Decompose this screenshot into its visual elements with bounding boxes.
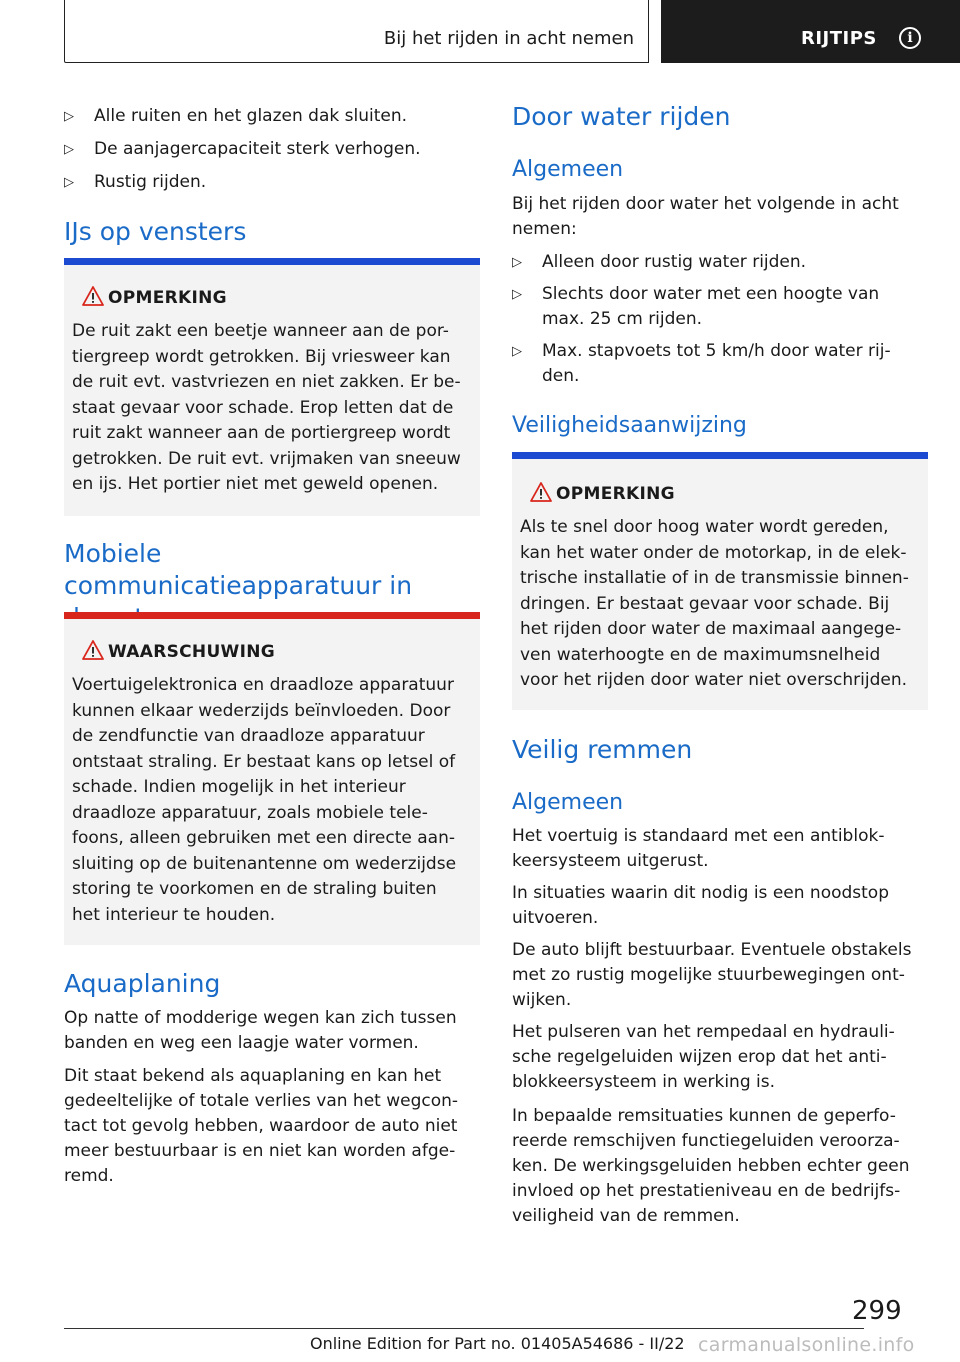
paragraph: Het voertuig is standaard met een antiblok- keersysteem uitgerust. — [512, 826, 885, 871]
notice-label: OPMERKING — [108, 288, 227, 308]
list-item: ▷ Rustig rijden. — [64, 170, 480, 195]
notice-box — [64, 258, 480, 516]
paragraph: Dit staat bekend als aquaplaning en kan het gedeeltelijke of totale verlies van het wegcon- tact tot gevolg hebben, waardoor de auto niet meer bestuurbaar is en niet kan worden afge- remd. — [64, 1066, 459, 1186]
warning-label: WAARSCHUWING — [108, 642, 276, 662]
chapter-tab — [64, 0, 649, 63]
list-item: ▷ Max. stapvoets tot 5 km/h door water rij- den. — [512, 341, 891, 386]
notice-box — [512, 452, 928, 710]
paragraph: Op natte of modderige wegen kan zich tussen banden en weg een laagje water vormen. — [64, 1008, 457, 1053]
section-title: RIJTIPS — [801, 28, 877, 49]
list-item: ▷ Alleen door rustig water rijden. — [512, 250, 928, 275]
bullet-triangle-icon: ▷ — [512, 255, 522, 270]
subsection-heading: Algemeen — [512, 157, 624, 182]
paragraph: In bepaalde remsituaties kunnen de geperfo- reerde remschijven functiegeluiden veroorza- ken. De werkingsgeluiden hebben echter geen invloed op het prestatieniveau en de bedrijfs- veiligheid van de remmen. — [512, 1106, 910, 1226]
subsection-heading: Algemeen — [512, 790, 624, 815]
section-tab — [661, 0, 960, 63]
paragraph: Bij het rijden door water het volgende in acht nemen: — [512, 194, 899, 239]
warning-box — [64, 612, 480, 945]
list-item: ▷ Slechts door water met een hoogte van max. 25 cm rijden. — [512, 284, 880, 329]
bullet-triangle-icon: ▷ — [512, 344, 522, 359]
watermark: carmanualsonline.info — [698, 1334, 915, 1356]
bullet-triangle-icon: ▷ — [64, 142, 74, 157]
section-heading: Veilig remmen — [512, 735, 693, 764]
page-header — [0, 0, 960, 66]
notice-text: De ruit zakt een beetje wanneer aan de por- tiergreep wordt getrokken. Bij vriesweer kan de ruit evt. vastvriezen en niet zakken. Er be- staat gevaar voor schade. Erop letten dat de ruit zakt wanneer aan de portiergreep wordt getrokken. De ruit evt. vrijmaken van sneeuw en ijs. Het portier niet met geweld openen. — [72, 321, 461, 494]
paragraph: Het pulseren van het rempedaal en hydrauli- sche regelgeluiden wijzen erop dat het anti- blokkeersysteem in werking is. — [512, 1022, 895, 1092]
footer-edition: Online Edition for Part no. 01405A54686 - II/22 — [310, 1334, 685, 1353]
paragraph: De auto blijft bestuurbaar. Eventuele obstakels met zo rustig mogelijke stuurbewegingen ont- wijken. — [512, 940, 912, 1010]
section-heading: Aquaplaning — [64, 969, 221, 998]
warning-triangle-icon — [82, 640, 104, 660]
footer-divider — [64, 1328, 864, 1329]
section-heading: Mobiele communicatieapparatuur in — [64, 539, 413, 600]
notice-bar — [64, 258, 480, 265]
section-heading: IJs op vensters — [64, 217, 247, 246]
paragraph: In situaties waarin dit nodig is een noodstop uitvoeren. — [512, 883, 889, 928]
subsection-heading: Veiligheidsaanwijzing — [512, 413, 747, 438]
notice-text: Als te snel door hoog water wordt gereden, kan het water onder de motorkap, in de elek- trische installatie of in de transmissie binnen- dringen. Er bestaat gevaar voor schade. Bij het rijden door water de maximaal aangege- ven waterhoogte en de maximumsnelheid voor het rijden door water niet overschrijden. — [520, 517, 909, 690]
notice-bar — [512, 452, 928, 459]
warning-triangle-icon — [82, 286, 104, 306]
list-item: ▷ Alle ruiten en het glazen dak sluiten. — [64, 104, 480, 129]
list-item: ▷ De aanjagercapaciteit sterk verhogen. — [64, 137, 480, 162]
warning-bar — [64, 612, 480, 619]
warning-triangle-icon — [530, 482, 552, 502]
page-number: 299 — [852, 1296, 902, 1326]
bullet-triangle-icon: ▷ — [64, 175, 74, 190]
notice-label: OPMERKING — [556, 484, 675, 504]
info-icon: i — [899, 27, 921, 49]
bullet-triangle-icon: ▷ — [64, 109, 74, 124]
chapter-title: Bij het rijden in acht nemen — [383, 28, 634, 49]
bullet-triangle-icon: ▷ — [512, 287, 522, 302]
warning-text: Voertuigelektronica en draadloze apparatuur kunnen elkaar wederzijds beïnvloeden. Door de zendfunctie van draadloze apparatuur ontstaat straling. Er bestaat kans op letsel of schade. Indien mogelijk in het interieur draadloze apparatuur, zoals mobiele tele- foons, alleen gebruiken met een directe aan- sluiting op de buitenantenne om wederzijdse storing te voorkomen en de straling buiten het interieur te houden. — [72, 675, 457, 925]
section-heading: Door water rijden — [512, 102, 731, 131]
